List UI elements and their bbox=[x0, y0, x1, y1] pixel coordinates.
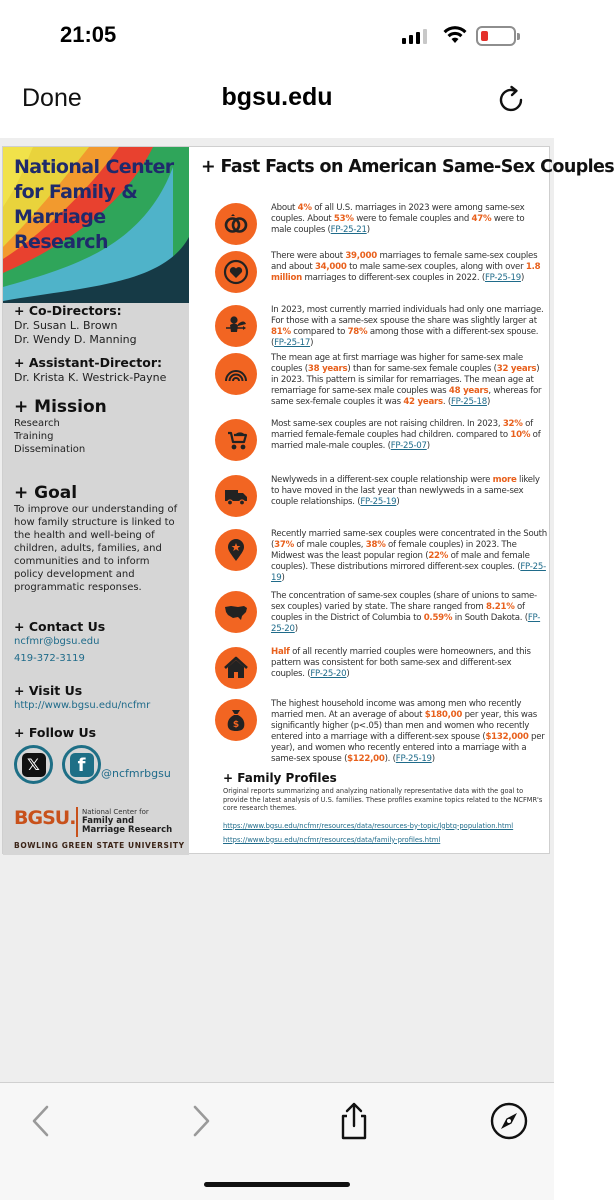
profiles-heading: + Family Profiles bbox=[223, 771, 337, 785]
moving-truck-icon bbox=[215, 475, 257, 517]
org-title: National Center for Family & Marriage Research bbox=[14, 156, 174, 253]
home-indicator bbox=[204, 1182, 350, 1187]
cupid-icon bbox=[215, 305, 257, 347]
phone-link[interactable]: 419-372-3119 bbox=[14, 653, 85, 664]
fact-row bbox=[215, 203, 547, 245]
family-profile-link[interactable]: FP-25-18 bbox=[450, 397, 487, 407]
goal-heading: + Goal bbox=[14, 483, 78, 503]
fact-highlight: 0.59% bbox=[423, 613, 453, 623]
heart-icon bbox=[215, 251, 257, 293]
asst-director-heading: + Assistant-Director: bbox=[14, 355, 163, 370]
social-handle[interactable]: @ncfmrbgsu bbox=[101, 767, 171, 780]
x-twitter-button[interactable] bbox=[14, 745, 53, 784]
mission-block: + Mission Research Training Dissemination bbox=[14, 397, 107, 455]
fact-text: Recently married same-sex couples were concentrated in the South (37% of male couples, 38% of female couples) in 2023. The Midwest was the least popular region (22% of male and female couples). These distributions mirrored different-sex couples. (FP-25-19) bbox=[271, 529, 547, 583]
follow-heading: + Follow Us bbox=[14, 725, 97, 740]
back-icon[interactable] bbox=[22, 1101, 62, 1141]
usa-map-icon bbox=[215, 591, 257, 633]
family-profile-link[interactable]: FP-25-21 bbox=[330, 225, 367, 235]
family-profile-link[interactable]: FP-25-20 bbox=[310, 669, 347, 679]
status-time: 21:05 bbox=[60, 22, 117, 47]
bgsu-wordmark: BGSU. bbox=[14, 807, 76, 829]
fact-highlight: 32 years bbox=[496, 364, 537, 374]
social-links bbox=[14, 745, 101, 784]
email-link[interactable]: ncfmr@bgsu.edu bbox=[14, 636, 100, 647]
fact-highlight: 8.21% bbox=[485, 602, 515, 612]
fact-highlight: 39,000 bbox=[345, 251, 377, 261]
family-profiles-link[interactable]: https://www.bgsu.edu/ncfmr/resources/data/family-profiles.html bbox=[223, 835, 441, 844]
codirectors-block: + Co-Directors: Dr. Susan L. Brown Dr. Wendy D. Manning bbox=[14, 303, 137, 346]
family-profile-link[interactable]: FP-25-17 bbox=[274, 338, 311, 348]
website-link[interactable]: http://www.bgsu.edu/ncfmr bbox=[14, 700, 151, 711]
visit-block bbox=[14, 683, 150, 713]
fast-facts-flyer bbox=[2, 146, 614, 854]
flyer-sidebar bbox=[3, 147, 189, 855]
svg-text:$: $ bbox=[232, 720, 240, 730]
fact-highlight: 78% bbox=[347, 327, 368, 337]
logo-org-name: National Center for Family and Marriage Research bbox=[82, 808, 173, 835]
family-profile-link[interactable]: FP-25-19 bbox=[360, 497, 397, 507]
goal-block: + Goal To improve our understanding of how family structure is linked to the health and well-being of children, adults, families, and communities and to inform policy development and programmatic responses. bbox=[14, 483, 178, 593]
profiles-text: Original reports summarizing and analyzing nationally representative data with the goal to provide the latest analysis of U.S. families. These profiles examine topics related to the NCFMR's core research themes. bbox=[223, 787, 543, 812]
reload-icon[interactable] bbox=[495, 84, 527, 116]
fact-text: Half of all recently married couples were homeowners, and this pattern was consistent for both same-sex and different-sex couples. (FP-25-20) bbox=[271, 647, 531, 679]
status-bar bbox=[0, 0, 554, 70]
family-profile-link[interactable]: FP-25-20 bbox=[271, 613, 541, 634]
fact-highlight: 42 years bbox=[403, 397, 443, 407]
fact-text: The highest household income was among men who recently married men. At an average of about $180,00 per year, this was significantly higher (p<.05) than men and women who recently entered into a marriage with a different-sex spouse ($132,000 per year), and women who recently entered into a marriage with a same-sex spouse ($122,00). (FP-25-19) bbox=[271, 699, 545, 764]
flyer-main bbox=[189, 147, 614, 855]
codirectors-heading: + Co-Directors: bbox=[14, 303, 122, 318]
family-profile-link[interactable]: FP-25-19 bbox=[484, 273, 521, 283]
fact-text: In 2023, most currently married individuals had only one marriage. For those with a same-sex spouse the share was slightly larger at 81% compared to 78% among those with a different-sex spouse. (FP-25-17) bbox=[271, 305, 544, 348]
fact-highlight: 10% bbox=[510, 430, 531, 440]
fact-highlight: more bbox=[492, 475, 517, 485]
fact-highlight: 34,000 bbox=[314, 262, 347, 272]
fact-row bbox=[215, 475, 547, 517]
family-profile-link[interactable]: FP-25-19 bbox=[271, 562, 546, 583]
fact-row bbox=[215, 419, 547, 461]
fact-text: There were about 39,000 marriages to female same-sex couples and about 34,000 to male same-sex couples, along with over 1.8 million marriages to different-sex couples in 2022. (FP-25-19) bbox=[271, 251, 541, 283]
fact-text: Newlyweds in a different-sex couple relationship were more likely to have moved in the last year than newlyweds in a same-sex couple relationships. (FP-25-19) bbox=[271, 475, 540, 507]
fact-highlight: 47% bbox=[471, 214, 492, 224]
asst-director-block: + Assistant-Director: Dr. Krista K. Westrick-Payne bbox=[14, 355, 167, 384]
forward-icon[interactable] bbox=[180, 1101, 220, 1141]
mission-heading: + Mission bbox=[14, 397, 107, 417]
flyer-title: + Fast Facts on American Same-Sex Couples bbox=[201, 157, 614, 177]
fact-highlight: 53% bbox=[333, 214, 354, 224]
stroller-icon bbox=[215, 419, 257, 461]
fact-row bbox=[215, 305, 547, 349]
fact-row bbox=[215, 529, 547, 584]
rainbow-icon bbox=[215, 353, 257, 395]
facebook-button[interactable] bbox=[62, 745, 101, 784]
lgbtq-population-link[interactable]: https://www.bgsu.edu/ncfmr/resources/data/resources-by-topic/lgbtq-population.html bbox=[223, 821, 514, 830]
fact-highlight: 22% bbox=[428, 551, 449, 561]
fact-highlight: 81% bbox=[271, 327, 291, 337]
wifi-icon bbox=[442, 24, 468, 44]
fact-highlight: 48 years bbox=[448, 386, 489, 396]
contact-heading: + Contact Us bbox=[14, 619, 106, 634]
fact-text: About 4% of all U.S. marriages in 2023 were among same-sex couples. About 53% were to female couples and 47% were to male couples (FP-25-21) bbox=[271, 203, 525, 235]
fact-highlight: 32% bbox=[502, 419, 523, 429]
battery-icon bbox=[476, 26, 516, 46]
fact-highlight: $122,00 bbox=[347, 754, 385, 764]
browser-header bbox=[0, 70, 554, 132]
logo-divider bbox=[76, 807, 78, 837]
fact-row bbox=[215, 591, 547, 635]
x-logo-icon: 𝕏 bbox=[22, 753, 46, 777]
compass-icon[interactable] bbox=[489, 1101, 529, 1141]
done-button[interactable]: Done bbox=[22, 84, 82, 112]
fact-text: The mean age at first marriage was higher for same-sex male couples (38 years) than for same-sex female couples (32 years) in 2023. This pattern is similar for remarriages. The mean age at remarriage for same-sex male couples was 48 years, whereas for same sex-female couples it was 42 years. (FP-25-18) bbox=[271, 353, 542, 407]
fact-highlight: 38% bbox=[365, 540, 386, 550]
fact-row bbox=[215, 251, 547, 293]
family-profile-link[interactable]: FP-25-19 bbox=[395, 754, 432, 764]
fact-row bbox=[215, 699, 547, 765]
contact-block bbox=[14, 619, 105, 666]
wedding-rings-icon bbox=[215, 203, 257, 245]
fact-highlight: $180,00 bbox=[424, 710, 463, 720]
fact-highlight: 38 years bbox=[307, 364, 348, 374]
fact-text: The concentration of same-sex couples (share of unions to same-sex couples) varied by state. The share ranged from 8.21% of couples in the District of Columbia to 0.59% in South Dakota. (FP-25-20) bbox=[271, 591, 541, 634]
money-bag-icon bbox=[215, 699, 257, 741]
cellular-signal-icon bbox=[402, 28, 427, 44]
share-icon[interactable] bbox=[334, 1101, 374, 1141]
facebook-logo-icon: f bbox=[70, 753, 94, 777]
fact-row bbox=[215, 353, 547, 408]
family-profile-link[interactable]: FP-25-07 bbox=[390, 441, 427, 451]
location-pin-icon bbox=[215, 529, 257, 571]
family-profiles bbox=[223, 771, 545, 844]
fact-row bbox=[215, 647, 547, 689]
fact-text: Most same-sex couples are not raising children. In 2023, 32% of married female-female couples had children. compared to 10% of married male-male couples. (FP-25-07) bbox=[271, 419, 541, 451]
follow-block bbox=[14, 725, 96, 741]
logo-university: BOWLING GREEN STATE UNIVERSITY bbox=[14, 841, 185, 850]
house-icon bbox=[215, 647, 257, 689]
fact-highlight: 4% bbox=[297, 203, 312, 213]
fact-highlight: $132,000 bbox=[485, 732, 529, 742]
fact-highlight: 37% bbox=[274, 540, 294, 550]
visit-heading: + Visit Us bbox=[14, 683, 83, 698]
fact-highlight: Half bbox=[271, 647, 290, 657]
page-domain: bgsu.edu bbox=[221, 83, 333, 111]
fact-highlight: 1.8 million bbox=[271, 262, 541, 283]
